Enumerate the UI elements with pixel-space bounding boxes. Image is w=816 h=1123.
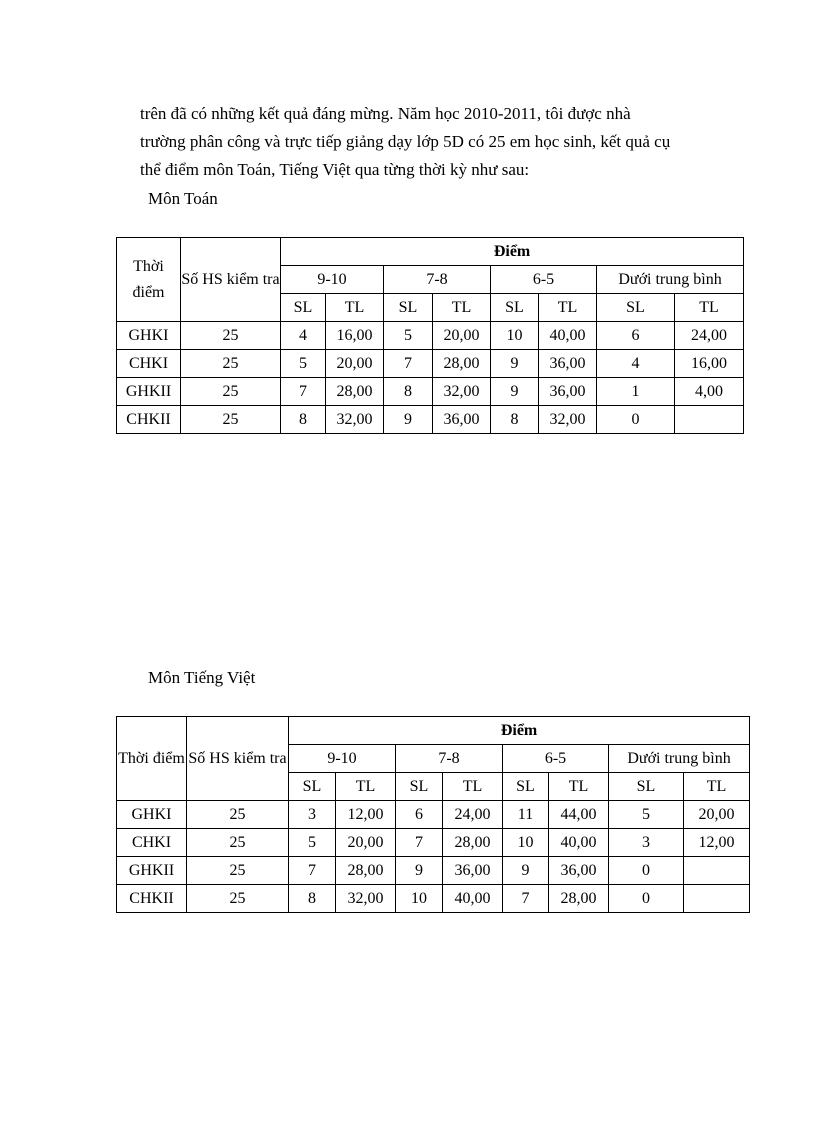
header-band: Dưới trung bình — [597, 266, 744, 294]
table-cell: 25 — [181, 350, 281, 378]
table-cell: 0 — [609, 885, 684, 913]
header-band: 9-10 — [281, 266, 384, 294]
table-cell: 16,00 — [675, 350, 744, 378]
header-tl: TL — [539, 294, 597, 322]
table-cell: 0 — [597, 406, 675, 434]
header-tl: TL — [326, 294, 384, 322]
table-cell — [684, 885, 750, 913]
header-sl: SL — [396, 773, 443, 801]
header-band: 6-5 — [491, 266, 597, 294]
header-sl: SL — [491, 294, 539, 322]
table-cell: 25 — [187, 801, 289, 829]
table-row — [117, 406, 744, 434]
table-cell: 7 — [289, 857, 336, 885]
intro-line: trường phân công và trực tiếp giảng dạy lớp 5D có 25 em học sinh, kết quả cụ — [140, 132, 671, 151]
table-cell: 8 — [281, 406, 326, 434]
table-cell: 20,00 — [684, 801, 750, 829]
table-cell: 4 — [281, 322, 326, 350]
table-cell: GHKII — [117, 378, 181, 406]
header-thoi-diem: Thời điểm — [117, 717, 187, 801]
header-diem: Điểm — [281, 238, 744, 266]
table-row — [117, 885, 750, 913]
table-cell: 5 — [289, 829, 336, 857]
grade-table-toan — [116, 237, 744, 434]
table-cell: 20,00 — [433, 322, 491, 350]
table-cell: 28,00 — [549, 885, 609, 913]
header-so-hs: Số HS kiểm tra — [181, 238, 281, 322]
section-title-tieng-viet: Môn Tiếng Việt — [148, 668, 256, 687]
table-cell: 36,00 — [433, 406, 491, 434]
intro-paragraph — [140, 100, 740, 184]
table-cell: CHKII — [117, 885, 187, 913]
table-cell: 7 — [384, 350, 433, 378]
table-cell: 12,00 — [684, 829, 750, 857]
table-cell: 10 — [396, 885, 443, 913]
table-cell: 12,00 — [336, 801, 396, 829]
header-tl: TL — [675, 294, 744, 322]
table-cell: 1 — [597, 378, 675, 406]
table-cell: CHKI — [117, 350, 181, 378]
table-cell: 0 — [609, 857, 684, 885]
table-cell: 25 — [181, 378, 281, 406]
table-cell: 10 — [491, 322, 539, 350]
table-row — [117, 378, 744, 406]
table-cell: 7 — [396, 829, 443, 857]
table-cell: 7 — [503, 885, 549, 913]
header-sl: SL — [503, 773, 549, 801]
table-cell: 5 — [609, 801, 684, 829]
table-cell: 9 — [491, 350, 539, 378]
table-cell: CHKI — [117, 829, 187, 857]
table-cell: 5 — [384, 322, 433, 350]
table-cell: GHKI — [117, 322, 181, 350]
table-row — [117, 857, 750, 885]
table-cell: 44,00 — [549, 801, 609, 829]
header-tl: TL — [549, 773, 609, 801]
table-cell: 20,00 — [336, 829, 396, 857]
table-cell — [675, 406, 744, 434]
header-band: 7-8 — [384, 266, 491, 294]
table-cell: 36,00 — [443, 857, 503, 885]
table-cell: 40,00 — [539, 322, 597, 350]
header-band: 7-8 — [396, 745, 503, 773]
table-row — [117, 350, 744, 378]
table-cell: 40,00 — [549, 829, 609, 857]
header-sl: SL — [597, 294, 675, 322]
table-row — [117, 829, 750, 857]
table-cell: 4,00 — [675, 378, 744, 406]
table-cell: 4 — [597, 350, 675, 378]
table-cell: 32,00 — [336, 885, 396, 913]
table-cell: 9 — [503, 857, 549, 885]
table-cell: 8 — [384, 378, 433, 406]
header-tl: TL — [433, 294, 491, 322]
table-cell: 28,00 — [433, 350, 491, 378]
table-cell: 32,00 — [539, 406, 597, 434]
table-cell: 10 — [503, 829, 549, 857]
table-cell: 5 — [281, 350, 326, 378]
table-cell: 9 — [384, 406, 433, 434]
table-cell: CHKII — [117, 406, 181, 434]
table-cell: 9 — [396, 857, 443, 885]
header-row-1 — [117, 238, 744, 266]
table-cell: 6 — [597, 322, 675, 350]
table-cell: 36,00 — [539, 350, 597, 378]
table-cell: 25 — [187, 829, 289, 857]
table-cell: 36,00 — [549, 857, 609, 885]
header-tl: TL — [443, 773, 503, 801]
table-cell: 9 — [491, 378, 539, 406]
table-cell: 11 — [503, 801, 549, 829]
table-cell: GHKII — [117, 857, 187, 885]
table-cell: 25 — [187, 885, 289, 913]
table-cell: 28,00 — [336, 857, 396, 885]
table-cell: 24,00 — [675, 322, 744, 350]
header-thoi-diem: Thời điểm — [117, 238, 181, 322]
table-cell: 25 — [181, 322, 281, 350]
table-cell: 40,00 — [443, 885, 503, 913]
table-cell: 28,00 — [443, 829, 503, 857]
section-title-toan: Môn Toán — [148, 189, 218, 208]
header-tl: TL — [684, 773, 750, 801]
header-diem: Điểm — [289, 717, 750, 745]
header-tl: TL — [336, 773, 396, 801]
table-cell: 25 — [181, 406, 281, 434]
table-cell: 28,00 — [326, 378, 384, 406]
table-row — [117, 322, 744, 350]
table-cell: 24,00 — [443, 801, 503, 829]
header-row-1 — [117, 717, 750, 745]
header-sl: SL — [384, 294, 433, 322]
header-band: 6-5 — [503, 745, 609, 773]
intro-line: trên đã có những kết quả đáng mừng. Năm học 2010-2011, tôi được nhà — [140, 104, 631, 123]
table-cell: 3 — [609, 829, 684, 857]
table-cell: 3 — [289, 801, 336, 829]
table-cell: 32,00 — [326, 406, 384, 434]
table-row — [117, 801, 750, 829]
header-so-hs: Số HS kiểm tra — [187, 717, 289, 801]
header-band: Dưới trung bình — [609, 745, 750, 773]
table-cell: GHKI — [117, 801, 187, 829]
grade-table-tieng-viet — [116, 716, 750, 913]
table-cell: 6 — [396, 801, 443, 829]
header-sl: SL — [289, 773, 336, 801]
table-cell: 32,00 — [433, 378, 491, 406]
table-cell: 36,00 — [539, 378, 597, 406]
table-cell: 20,00 — [326, 350, 384, 378]
table-cell: 16,00 — [326, 322, 384, 350]
table-cell: 7 — [281, 378, 326, 406]
intro-line-last: thể điểm môn Toán, Tiếng Việt qua từng thời kỳ như sau: — [140, 160, 530, 179]
table-cell: 25 — [187, 857, 289, 885]
table-cell: 8 — [491, 406, 539, 434]
table-cell — [684, 857, 750, 885]
header-sl: SL — [609, 773, 684, 801]
header-band: 9-10 — [289, 745, 396, 773]
table-cell: 8 — [289, 885, 336, 913]
header-sl: SL — [281, 294, 326, 322]
